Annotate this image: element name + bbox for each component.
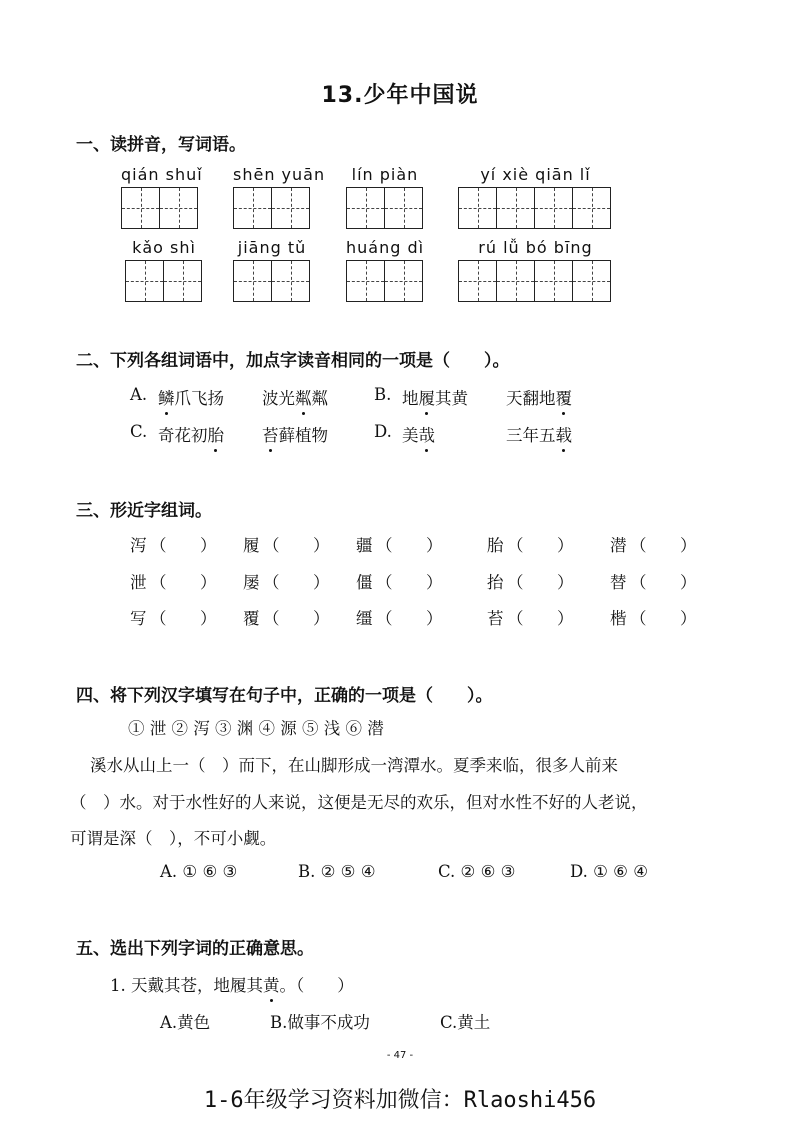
pinyin-text: lín piàn (351, 165, 419, 184)
word-blank[interactable] (170, 530, 198, 554)
blank-close-paren: ） (426, 609, 443, 628)
passage-line-2: （ ）水。对于水性好的人来说，这便是无尽的欢乐，但对水性不好的人老说， (70, 793, 648, 812)
similar-character: 泄 (130, 573, 147, 592)
blank-open-paren: （ (507, 573, 524, 592)
page-number: - 47 - (386, 1050, 414, 1061)
option-c-word-1: 奇花初胎 (158, 422, 224, 446)
option-b-letter: B. (374, 385, 392, 404)
blank-open-paren: （ (630, 609, 647, 628)
similar-character: 缰 (356, 609, 373, 628)
option-c-word-2: 苔藓植物 (262, 422, 328, 446)
character-choices: ① 泄 ② 泻 ③ 渊 ④ 源 ⑤ 浅 ⑥ 潜 (128, 719, 384, 738)
similar-character: 泻 (130, 536, 147, 555)
similar-character: 胎 (487, 536, 504, 555)
blank-open-paren: （ (630, 536, 647, 555)
answer-option-d: D. ① ⑥ ④ (570, 862, 649, 881)
blank-close-paren: ） (313, 609, 330, 628)
blank-close-paren: ） (426, 536, 443, 555)
blank-close-paren: ） (680, 536, 697, 555)
blank-open-paren: （ (376, 536, 393, 555)
blank-close-paren: ） (680, 573, 697, 592)
blank-close-paren: ） (313, 573, 330, 592)
blank-close-paren: ） (680, 609, 697, 628)
blank-close-paren: ） (313, 536, 330, 555)
blank-open-paren: （ (263, 536, 280, 555)
word-blank[interactable] (527, 567, 555, 591)
blank-close-paren: ） (426, 573, 443, 592)
section-2-heading: 二、下列各组词语中，加点字读音相同的一项是（ ）。 (76, 351, 510, 371)
similar-character: 潜 (610, 536, 627, 555)
pinyin-text: yí xiè qiān lǐ (480, 165, 591, 184)
word-blank[interactable] (283, 603, 311, 627)
blank-close-paren: ） (557, 609, 574, 628)
blank-open-paren: （ (263, 609, 280, 628)
section-1-heading: 一、读拼音，写词语。 (76, 135, 246, 155)
blank-close-paren: ） (200, 573, 217, 592)
pinyin-text: huáng dì (346, 238, 425, 257)
pinyin-text: qián shuǐ (121, 165, 203, 184)
word-blank[interactable] (396, 603, 424, 627)
pinyin-text: rú lǚ bó bīng (478, 238, 593, 257)
writing-boxes[interactable] (346, 187, 423, 229)
word-blank[interactable] (396, 567, 424, 591)
pinyin-text: shēn yuān (233, 165, 326, 184)
blank-close-paren: ） (557, 536, 574, 555)
option-a-word-1: 鳞爪飞扬 (158, 385, 224, 409)
word-blank[interactable] (170, 567, 198, 591)
writing-boxes[interactable] (233, 187, 310, 229)
blank-open-paren: （ (150, 536, 167, 555)
passage-line-1: 溪水从山上一（ ）而下，在山脚形成一湾潭水。夏季来临，很多人前来 (90, 756, 618, 775)
blank-close-paren: ） (200, 609, 217, 628)
similar-character: 替 (610, 573, 627, 592)
similar-character: 屡 (243, 573, 260, 592)
writing-boxes[interactable] (458, 187, 611, 229)
blank-open-paren: （ (630, 573, 647, 592)
writing-boxes[interactable] (125, 260, 202, 302)
option-b-word-2: 天翻地覆 (506, 385, 572, 409)
blank-open-paren: （ (507, 536, 524, 555)
similar-character: 疆 (356, 536, 373, 555)
page-title: 13.少年中国说 (321, 83, 479, 108)
blank-open-paren: （ (376, 609, 393, 628)
blank-open-paren: （ (150, 573, 167, 592)
blank-close-paren: ） (200, 536, 217, 555)
pinyin-text: kǎo shì (132, 238, 196, 257)
word-blank[interactable] (527, 603, 555, 627)
word-blank[interactable] (650, 603, 678, 627)
writing-boxes[interactable] (233, 260, 310, 302)
blank-open-paren: （ (150, 609, 167, 628)
answer-option-b: B. ② ⑤ ④ (298, 862, 376, 881)
meaning-option-a: A.黄色 (160, 1013, 211, 1032)
option-a-word-2: 波光粼粼 (262, 385, 328, 409)
option-d-word-1: 美哉 (402, 422, 435, 446)
word-blank[interactable] (650, 567, 678, 591)
similar-character: 履 (243, 536, 260, 555)
writing-boxes[interactable] (458, 260, 611, 302)
word-blank[interactable] (527, 530, 555, 554)
answer-option-c: C. ② ⑥ ③ (438, 862, 516, 881)
similar-character: 覆 (243, 609, 260, 628)
word-blank[interactable] (396, 530, 424, 554)
answer-option-a: A. ① ⑥ ③ (160, 862, 238, 881)
blank-open-paren: （ (263, 573, 280, 592)
option-a-letter: A. (130, 385, 148, 404)
word-blank[interactable] (170, 603, 198, 627)
similar-character: 苔 (487, 609, 504, 628)
word-blank[interactable] (650, 530, 678, 554)
question-1: 1. 天戴其苍，地履其黄。（ ） (110, 972, 354, 996)
section-3-heading: 三、形近字组词。 (76, 501, 212, 521)
passage-line-3: 可谓是深（ ），不可小觑。 (70, 829, 277, 848)
writing-boxes[interactable] (346, 260, 423, 302)
blank-open-paren: （ (376, 573, 393, 592)
similar-character: 僵 (356, 573, 373, 592)
footer-note: 1-6年级学习资料加微信：Rlaoshi456 (203, 1088, 597, 1113)
word-blank[interactable] (283, 567, 311, 591)
meaning-option-b: B.做事不成功 (270, 1013, 370, 1032)
meaning-option-c: C.黄土 (440, 1013, 491, 1032)
similar-character: 写 (130, 609, 147, 628)
writing-boxes[interactable] (121, 187, 198, 229)
option-d-word-2: 三年五载 (506, 422, 572, 446)
section-5-heading: 五、选出下列字词的正确意思。 (76, 939, 314, 959)
option-c-letter: C. (130, 422, 148, 441)
blank-open-paren: （ (507, 609, 524, 628)
section-4-heading: 四、将下列汉字填写在句子中，正确的一项是（ ）。 (76, 686, 493, 706)
option-d-letter: D. (374, 422, 392, 441)
blank-close-paren: ） (557, 573, 574, 592)
similar-character: 抬 (487, 573, 504, 592)
pinyin-text: jiāng tǔ (237, 238, 307, 257)
word-blank[interactable] (283, 530, 311, 554)
similar-character: 楷 (610, 609, 627, 628)
option-b-word-1: 地履其黄 (402, 385, 468, 409)
